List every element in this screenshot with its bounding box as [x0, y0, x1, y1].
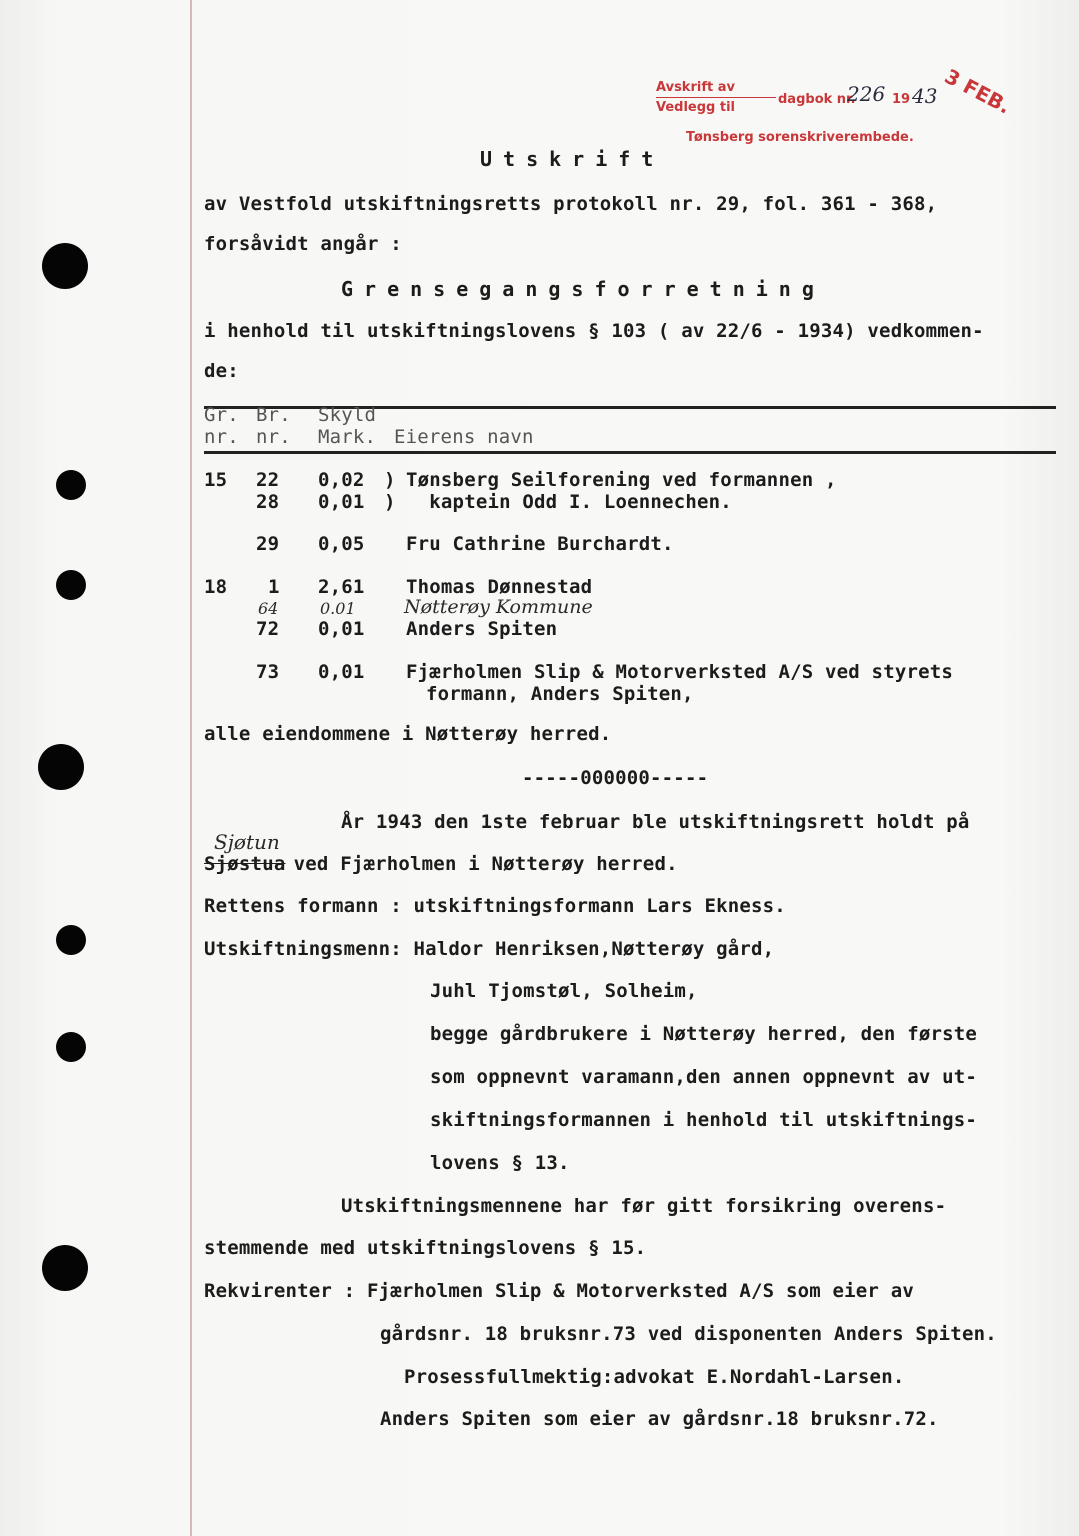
punch-hole	[42, 243, 88, 289]
row-skyld: 0,02	[318, 469, 365, 491]
row-br: 29	[256, 533, 280, 555]
row-gr: 18	[204, 576, 228, 598]
stamp-underline	[656, 97, 776, 98]
row-owner: kaptein Odd I. Loennechen.	[406, 491, 732, 513]
intro-line-1: av Vestfold utskiftningsretts protokoll nr. 29, fol. 361 - 368,	[204, 193, 938, 215]
row-skyld: 0.01	[320, 599, 356, 618]
row-skyld: 0,01	[318, 491, 365, 513]
row-owner: Tønsberg Seilforening ved formannen ,	[406, 469, 837, 491]
margin-line	[190, 0, 192, 1536]
row-brace: )	[384, 469, 396, 491]
punch-hole	[56, 570, 86, 600]
row-br: 28	[256, 491, 280, 513]
document-subheading: Grensegangsforretning	[341, 277, 825, 301]
handwritten-correction: Sjøtun	[214, 830, 280, 854]
purpose-line-1: i henhold til utskiftningslovens § 103 ( av 22/6 - 1934) vedkommen-	[204, 320, 984, 342]
punch-hole	[56, 1032, 86, 1062]
row-owner: Fjærholmen Slip & Motorverksted A/S ved styrets	[406, 661, 954, 683]
stamp-number: 226	[847, 82, 886, 106]
punch-hole	[56, 925, 86, 955]
body-line: Juhl Tjomstøl, Solheim,	[430, 980, 698, 1002]
purpose-line-2: de:	[204, 360, 239, 382]
row-owner: Nøtterøy Kommune	[404, 596, 593, 618]
row-owner: Anders Spiten	[406, 618, 558, 640]
body-line: begge gårdbrukere i Nøtterøy herred, den første	[430, 1023, 978, 1045]
punch-hole	[38, 744, 84, 790]
stamp-year: 43	[912, 84, 938, 108]
all-properties-line: alle eiendommene i Nøtterøy herred.	[204, 723, 612, 745]
row-br: 1	[268, 576, 280, 598]
row-owner: Thomas Dønnestad	[406, 576, 593, 598]
body-line: Prosessfullmektig:advokat E.Nordahl-Larsen.	[404, 1366, 905, 1388]
header-skyld: Skyld	[318, 404, 377, 426]
row-skyld: 2,61	[318, 576, 365, 598]
table-header-rule	[204, 451, 1056, 454]
body-line: Anders Spiten som eier av gårdsnr.18 bruksnr.72.	[380, 1408, 939, 1430]
row-skyld: 0,01	[318, 618, 365, 640]
body-line: Utskiftningsmennene har før gitt forsikring overens-	[341, 1195, 947, 1217]
row-br: 72	[256, 618, 280, 640]
header-gr: Gr.	[204, 404, 239, 426]
row-br: 73	[256, 661, 280, 683]
separator-line: -----000000-----	[522, 767, 709, 789]
row-owner: formann, Anders Spiten,	[426, 683, 694, 705]
header-owner: Eierens navn	[394, 426, 534, 448]
row-br: 22	[256, 469, 280, 491]
header-br: Br.	[256, 404, 291, 426]
header-mark: Mark.	[318, 426, 377, 448]
body-line: År 1943 den 1ste februar ble utskiftningsrett holdt på	[341, 811, 970, 833]
row-gr: 15	[204, 469, 228, 491]
body-line: skiftningsformannen i henhold til utskiftnings-	[430, 1109, 978, 1131]
stamp-office: Tønsberg sorenskriverembede.	[686, 130, 914, 145]
intro-line-2: forsåvidt angår :	[204, 233, 402, 255]
body-line: gårdsnr. 18 bruksnr.73 ved disponenten Anders Spiten.	[380, 1323, 997, 1345]
header-gr-nr: nr.	[204, 426, 239, 448]
punch-hole	[42, 1245, 88, 1291]
row-brace: )	[384, 491, 396, 513]
body-line: lovens § 13.	[430, 1152, 570, 1174]
stamp-line-avskrift: Avskrift av	[656, 80, 735, 95]
row-br: 64	[258, 599, 279, 618]
struck-word: Sjøstua	[204, 853, 286, 875]
body-line: Utskiftningsmenn: Haldor Henriksen,Nøtterøy gård,	[204, 938, 775, 960]
punch-hole	[56, 470, 86, 500]
body-line: Rettens formann : utskiftningsformann Lars Ekness.	[204, 895, 786, 917]
body-line: Rekvirenter : Fjærholmen Slip & Motorverksted A/S som eier av	[204, 1280, 914, 1302]
document-heading: Utskrift	[480, 147, 665, 171]
stamp-line-vedlegg: Vedlegg til	[656, 100, 736, 115]
body-line: stemmende med utskiftningslovens § 15.	[204, 1237, 647, 1259]
stamp-date: 3 FEB.	[940, 64, 1015, 119]
row-skyld: 0,05	[318, 533, 365, 555]
body-line: ved Fjærholmen i Nøtterøy herred.	[282, 853, 678, 875]
stamp-year-prefix: 19	[892, 92, 911, 107]
row-skyld: 0,01	[318, 661, 365, 683]
stamp-dagbok-label: dagbok nr.	[778, 92, 856, 107]
row-owner: Fru Cathrine Burchardt.	[406, 533, 674, 555]
header-br-nr: nr.	[256, 426, 291, 448]
body-line: som oppnevnt varamann,den annen oppnevnt av ut-	[430, 1066, 978, 1088]
